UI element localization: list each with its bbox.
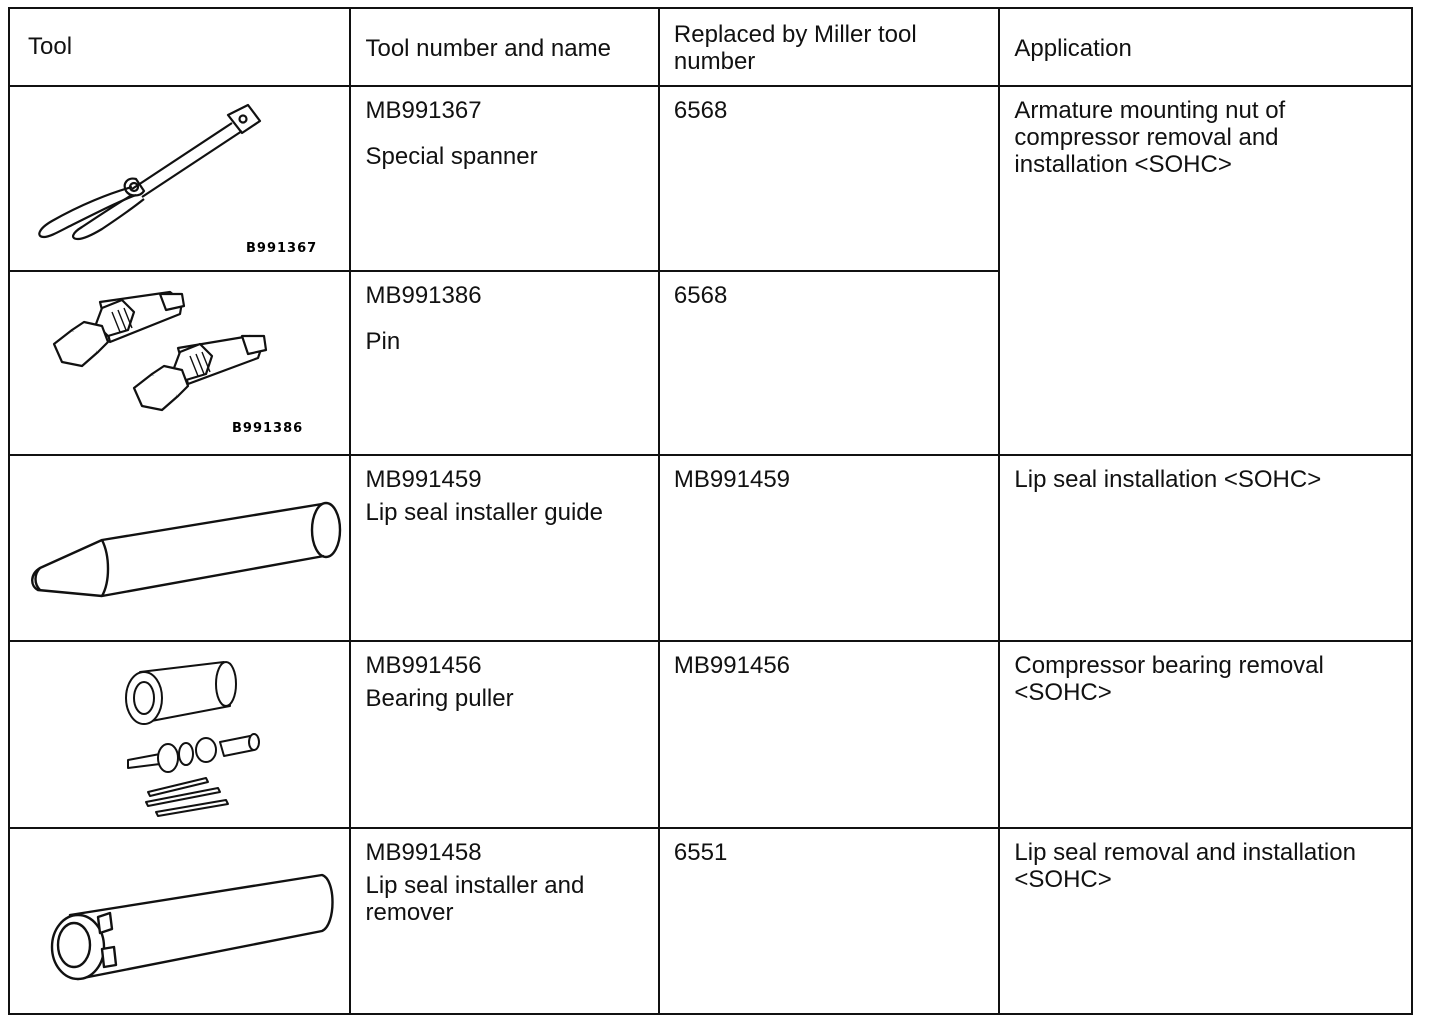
replaced-by-number: 6568: [673, 281, 728, 309]
tool-number: MB991459: [365, 465, 482, 493]
application-cell: [999, 641, 1412, 827]
application-text: Armature mounting nut of compressor removal and installation <SOHC>: [1014, 97, 1286, 179]
tool-name: Bearing puller: [365, 685, 514, 713]
pin-bolts-icon: [10, 272, 349, 454]
table-row: [9, 828, 1412, 1014]
table-row: [9, 86, 1412, 270]
tool-number: MB991367: [365, 97, 482, 125]
replaced-by-cell: [659, 271, 999, 455]
tool-number-name-cell: [350, 641, 658, 827]
header-tool-number-name: Tool number and name: [350, 8, 658, 86]
tool-table: [8, 7, 1413, 1015]
tool-figure-cell: [9, 641, 350, 827]
header-tool: Tool: [9, 8, 350, 86]
header-replaced-by: Replaced by Miller tool number: [659, 8, 999, 86]
installer-guide-icon: [10, 456, 349, 640]
tool-number: MB991458: [365, 838, 482, 866]
figure-label: B991367: [246, 241, 318, 257]
application-text: Lip seal removal and installation <SOHC>: [1014, 838, 1356, 893]
tool-number-name-cell: [350, 86, 658, 270]
tool-figure-cell: [9, 455, 350, 641]
spanner-icon: [10, 87, 349, 269]
replaced-by-cell: [659, 455, 999, 641]
replaced-by-cell: [659, 86, 999, 270]
application-text: Lip seal installation <SOHC>: [1014, 465, 1322, 493]
tool-name: Lip seal installer and remover: [365, 871, 585, 926]
header-row: [9, 8, 1412, 86]
installer-remover-icon: [10, 829, 349, 1013]
tool-figure-cell: [9, 828, 350, 1014]
application-cell: [999, 828, 1412, 1014]
tool-number-name-cell: [350, 828, 658, 1014]
table-row: [9, 455, 1412, 641]
replaced-by-number: MB991456: [673, 652, 791, 680]
replaced-by-cell: [659, 828, 999, 1014]
tool-figure-cell: [9, 271, 350, 455]
tool-number: MB991456: [365, 652, 482, 680]
tool-name: Special spanner: [365, 143, 538, 171]
replaced-by-cell: [659, 641, 999, 827]
tool-number-name-cell: [350, 271, 658, 455]
figure-label: B991386: [232, 420, 304, 436]
application-cell: [999, 86, 1412, 455]
tool-name: Lip seal installer guide: [365, 498, 603, 526]
tool-number: MB991386: [365, 281, 482, 309]
header-application: Application: [999, 8, 1412, 86]
table-row: [9, 641, 1412, 827]
tool-figure-cell: [9, 86, 350, 270]
replaced-by-number: 6568: [673, 97, 728, 125]
replaced-by-number: MB991459: [673, 465, 791, 493]
bearing-puller-icon: [10, 642, 349, 826]
application-text: Compressor bearing removal <SOHC>: [1014, 652, 1324, 707]
tool-number-name-cell: [350, 455, 658, 641]
replaced-by-number: 6551: [673, 838, 728, 866]
tool-name: Pin: [365, 327, 401, 355]
application-cell: [999, 455, 1412, 641]
